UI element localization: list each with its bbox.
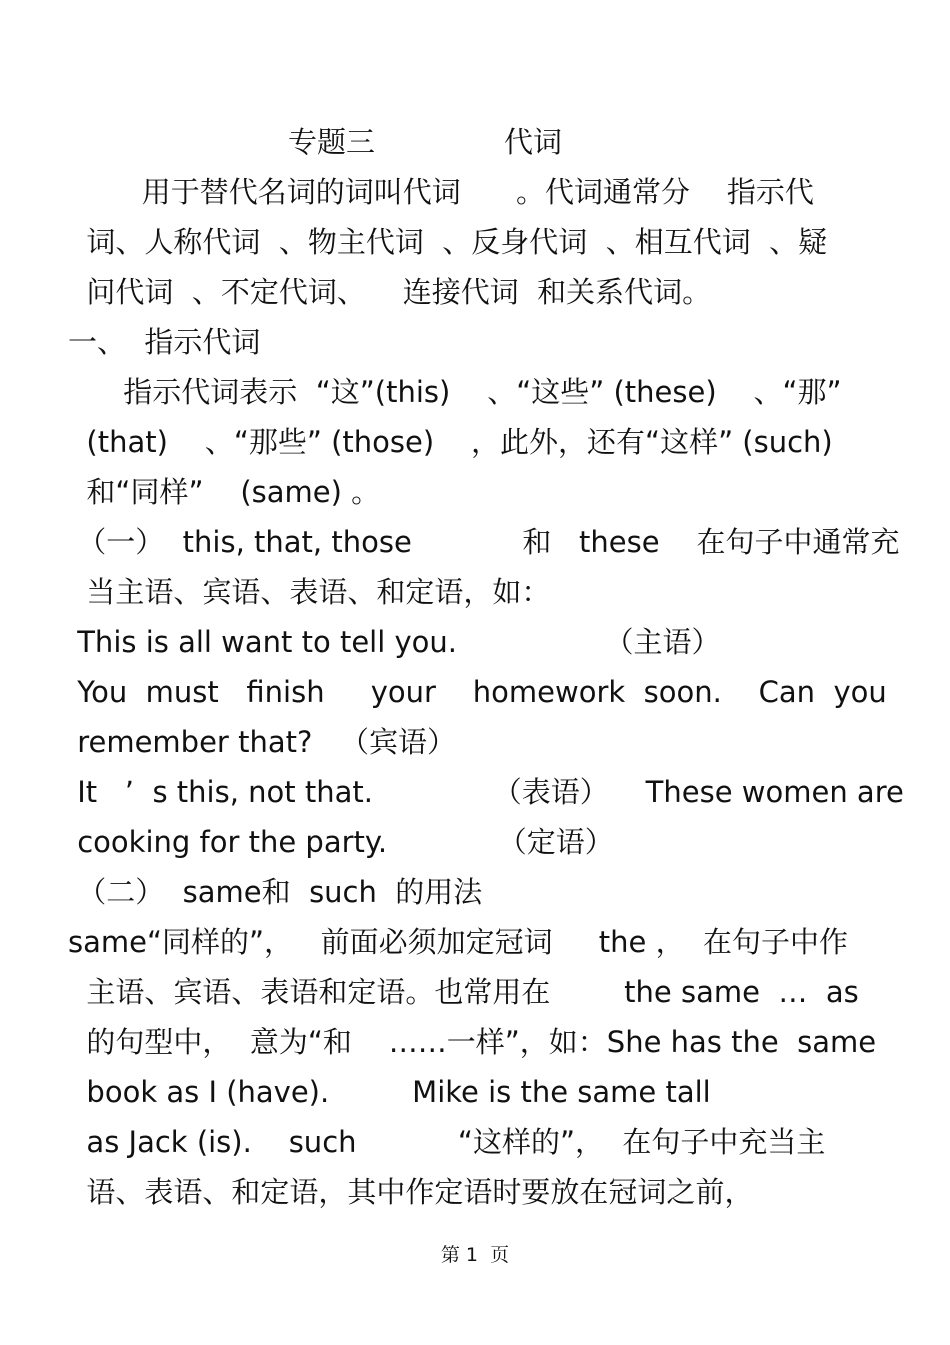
example-line-2: You must finish your homework soon. Can you: [68, 675, 887, 709]
subsection-heading-2: （二） same和 such 的用法: [68, 875, 483, 909]
such-line-2: 语、表语、和定语，其中作定语时要放在冠词之前，: [68, 1175, 754, 1209]
example-line-4: It ’ s this, not that. （表语） These women are: [68, 775, 904, 809]
same-line-3: 的句型中， 意为“和 ……一样”，如：She has the same: [68, 1025, 877, 1059]
paragraph-line-2: (that) 、“那些” (those) ，此外，还有“这样” (such): [68, 425, 833, 459]
intro-line-3: 问代词 、不定代词、 连接代词 和关系代词。: [68, 275, 712, 309]
subsection-line-1: 当主语、宾语、表语、和定语，如：: [68, 575, 551, 609]
subsection-heading-1: （一） this, that, those 和 these 在句子中通常充: [68, 525, 900, 559]
example-line-1: This is all want to tell you. （主语）: [68, 625, 721, 659]
same-line-1: same“同样的”， 前面必须加定冠词 the ， 在句子中作: [68, 925, 849, 959]
section-heading-demonstrative: 一、 指示代词: [68, 325, 261, 359]
same-line-2: 主语、宾语、表语和定语。也常用在 the same … as: [68, 975, 859, 1009]
example-line-5: cooking for the party. （定语）: [68, 825, 614, 859]
such-line-1: as Jack (is). such “这样的”， 在句子中充当主: [68, 1125, 826, 1159]
example-line-3: remember that? （宾语）: [68, 725, 457, 759]
same-line-4: book as I (have). Mike is the same tall: [68, 1075, 711, 1109]
paragraph-line-3: 和“同样” (same) 。: [68, 475, 381, 509]
intro-line-1: 用于替代名词的词叫代词 。代词通常分 指示代: [68, 175, 814, 209]
page-title: 专题三 代词: [288, 125, 563, 159]
intro-line-2: 词、人称代词 、物主代词 、反身代词 、相互代词 、疑: [68, 225, 828, 259]
paragraph-line-1: 指示代词表示 “这”(this) 、“这些” (these) 、“那”: [68, 375, 842, 409]
page-number: 第 1 页: [440, 1244, 510, 1266]
